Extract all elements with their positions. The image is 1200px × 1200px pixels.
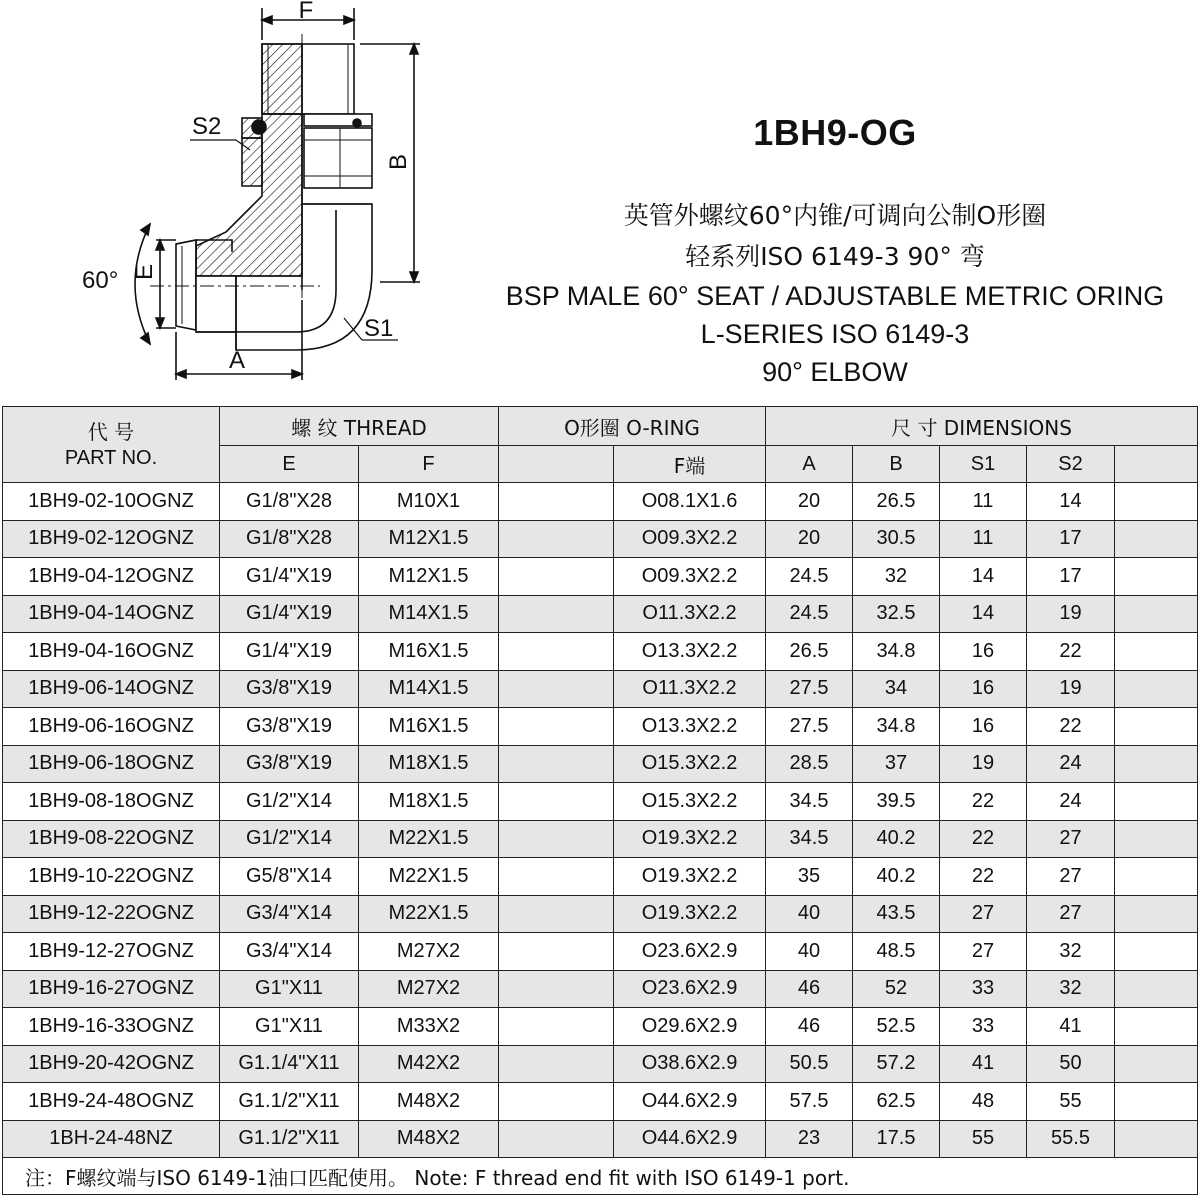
cell-extra-blank bbox=[1115, 970, 1198, 1008]
cell-thread-e: G1/2"X14 bbox=[220, 820, 359, 858]
cell-dim-s2: 55.5 bbox=[1027, 1120, 1115, 1158]
description-en-1: BSP MALE 60° SEAT / ADJUSTABLE METRIC ORING bbox=[505, 281, 1165, 311]
cell-oring-f-end: O44.6X2.9 bbox=[614, 1120, 766, 1158]
cell-thread-e: G5/8"X14 bbox=[220, 858, 359, 896]
cell-thread-f: M27X2 bbox=[359, 933, 499, 971]
header-part-no bbox=[3, 407, 220, 483]
table-row bbox=[3, 520, 1198, 558]
cell-dim-b: 32 bbox=[853, 558, 940, 596]
cell-dim-s2: 17 bbox=[1027, 558, 1115, 596]
cell-oring-f-end: O23.6X2.9 bbox=[614, 970, 766, 1008]
table-row bbox=[3, 670, 1198, 708]
cell-dim-s1: 16 bbox=[940, 708, 1027, 746]
cell-oring-blank bbox=[499, 558, 614, 596]
table-row bbox=[3, 858, 1198, 896]
cell-thread-e: G1/4"X19 bbox=[220, 595, 359, 633]
table-row bbox=[3, 970, 1198, 1008]
cell-extra-blank bbox=[1115, 1120, 1198, 1158]
cell-dim-b: 17.5 bbox=[853, 1120, 940, 1158]
cell-dim-b: 34.8 bbox=[853, 633, 940, 671]
cell-thread-f: M18X1.5 bbox=[359, 745, 499, 783]
cell-dim-b: 52 bbox=[853, 970, 940, 1008]
fitting-drawing bbox=[0, 0, 470, 400]
cell-part-no: 1BH9-24-48OGNZ bbox=[3, 1083, 220, 1121]
cell-oring-blank bbox=[499, 1008, 614, 1046]
header-oring: O形圈 O-RING bbox=[499, 407, 766, 446]
cell-dim-a: 57.5 bbox=[766, 1083, 853, 1121]
cell-oring-f-end: O13.3X2.2 bbox=[614, 708, 766, 746]
cell-dim-s1: 14 bbox=[940, 595, 1027, 633]
cell-extra-blank bbox=[1115, 708, 1198, 746]
cell-oring-blank bbox=[499, 858, 614, 896]
cell-dim-s1: 22 bbox=[940, 783, 1027, 821]
cell-extra-blank bbox=[1115, 933, 1198, 971]
cell-dim-b: 62.5 bbox=[853, 1083, 940, 1121]
cell-dim-a: 40 bbox=[766, 895, 853, 933]
cell-dim-b: 40.2 bbox=[853, 858, 940, 896]
cell-oring-blank bbox=[499, 520, 614, 558]
cell-extra-blank bbox=[1115, 670, 1198, 708]
cell-thread-f: M12X1.5 bbox=[359, 520, 499, 558]
table-row bbox=[3, 633, 1198, 671]
cell-thread-e: G1.1/2"X11 bbox=[220, 1083, 359, 1121]
label-angle: 60° bbox=[82, 267, 119, 294]
cell-thread-f: M14X1.5 bbox=[359, 595, 499, 633]
cell-extra-blank bbox=[1115, 633, 1198, 671]
cell-dim-a: 20 bbox=[766, 483, 853, 521]
cell-extra-blank bbox=[1115, 520, 1198, 558]
cell-dim-b: 52.5 bbox=[853, 1008, 940, 1046]
cell-oring-f-end: O19.3X2.2 bbox=[614, 895, 766, 933]
spec-table-body bbox=[3, 483, 1198, 1158]
header-a: A bbox=[766, 446, 853, 483]
cell-dim-a: 24.5 bbox=[766, 595, 853, 633]
cell-dim-s1: 19 bbox=[940, 745, 1027, 783]
cell-dim-a: 20 bbox=[766, 520, 853, 558]
cell-dim-s2: 19 bbox=[1027, 670, 1115, 708]
cell-oring-blank bbox=[499, 708, 614, 746]
table-row bbox=[3, 933, 1198, 971]
cell-part-no: 1BH-24-48NZ bbox=[3, 1120, 220, 1158]
description-cn-2: 轻系列ISO 6149-3 90° 弯 bbox=[685, 242, 985, 271]
cell-dim-a: 23 bbox=[766, 1120, 853, 1158]
cell-part-no: 1BH9-08-22OGNZ bbox=[3, 820, 220, 858]
cell-dim-s2: 27 bbox=[1027, 895, 1115, 933]
cell-part-no: 1BH9-04-14OGNZ bbox=[3, 595, 220, 633]
cell-dim-s2: 22 bbox=[1027, 708, 1115, 746]
cell-dim-b: 57.2 bbox=[853, 1045, 940, 1083]
cell-thread-f: M14X1.5 bbox=[359, 670, 499, 708]
header-extra-blank bbox=[1115, 446, 1198, 483]
cell-dim-a: 34.5 bbox=[766, 783, 853, 821]
cell-thread-e: G3/4"X14 bbox=[220, 933, 359, 971]
cell-dim-s1: 16 bbox=[940, 633, 1027, 671]
cell-part-no: 1BH9-06-16OGNZ bbox=[3, 708, 220, 746]
table-note: 注：F螺纹端与ISO 6149-1油口匹配使用。 Note: F thread end fit with ISO 6149-1 port. bbox=[3, 1158, 1198, 1195]
cell-thread-e: G1/8"X28 bbox=[220, 483, 359, 521]
cell-dim-b: 26.5 bbox=[853, 483, 940, 521]
cell-thread-f: M33X2 bbox=[359, 1008, 499, 1046]
header-part-cn: 代 号 bbox=[87, 419, 135, 444]
cell-thread-e: G1.1/4"X11 bbox=[220, 1045, 359, 1083]
cell-oring-blank bbox=[499, 970, 614, 1008]
header-s2: S2 bbox=[1027, 446, 1115, 483]
description-cn-1: 英管外螺纹60°内锥/可调向公制O形圈 bbox=[623, 201, 1047, 230]
table-row bbox=[3, 820, 1198, 858]
cell-thread-f: M16X1.5 bbox=[359, 708, 499, 746]
cell-dim-s1: 48 bbox=[940, 1083, 1027, 1121]
cell-thread-e: G3/4"X14 bbox=[220, 895, 359, 933]
table-row bbox=[3, 483, 1198, 521]
cell-dim-b: 30.5 bbox=[853, 520, 940, 558]
cell-dim-a: 24.5 bbox=[766, 558, 853, 596]
cell-extra-blank bbox=[1115, 783, 1198, 821]
cell-thread-e: G1"X11 bbox=[220, 1008, 359, 1046]
cell-oring-blank bbox=[499, 820, 614, 858]
cell-dim-b: 39.5 bbox=[853, 783, 940, 821]
cell-dim-s1: 27 bbox=[940, 895, 1027, 933]
header-oring-blank bbox=[499, 446, 614, 483]
description-en-2: L-SERIES ISO 6149-3 bbox=[700, 319, 970, 349]
label-f: F bbox=[298, 0, 314, 24]
cell-thread-f: M22X1.5 bbox=[359, 820, 499, 858]
header-thread: 螺 纹 THREAD bbox=[220, 407, 499, 446]
cell-oring-f-end: O13.3X2.2 bbox=[614, 633, 766, 671]
header-s1: S1 bbox=[940, 446, 1027, 483]
cell-thread-e: G1/8"X28 bbox=[220, 520, 359, 558]
label-b: B bbox=[385, 153, 412, 171]
cell-dim-s1: 16 bbox=[940, 670, 1027, 708]
label-s2: S2 bbox=[192, 113, 222, 140]
header-e: E bbox=[220, 446, 359, 483]
cell-extra-blank bbox=[1115, 595, 1198, 633]
cell-extra-blank bbox=[1115, 858, 1198, 896]
cell-oring-f-end: O44.6X2.9 bbox=[614, 1083, 766, 1121]
cell-extra-blank bbox=[1115, 1083, 1198, 1121]
cell-dim-a: 26.5 bbox=[766, 633, 853, 671]
cell-dim-s1: 11 bbox=[940, 520, 1027, 558]
cell-oring-f-end: O23.6X2.9 bbox=[614, 933, 766, 971]
cell-oring-f-end: O38.6X2.9 bbox=[614, 1045, 766, 1083]
cell-dim-s2: 19 bbox=[1027, 595, 1115, 633]
table-row bbox=[3, 595, 1198, 633]
cell-extra-blank bbox=[1115, 558, 1198, 596]
cell-thread-f: M22X1.5 bbox=[359, 895, 499, 933]
cell-dim-b: 34.8 bbox=[853, 708, 940, 746]
label-s1: S1 bbox=[364, 315, 394, 342]
cell-oring-blank bbox=[499, 745, 614, 783]
table-row bbox=[3, 1008, 1198, 1046]
cell-dim-s2: 14 bbox=[1027, 483, 1115, 521]
cell-thread-e: G1/2"X14 bbox=[220, 783, 359, 821]
cell-oring-blank bbox=[499, 933, 614, 971]
description-en-3: 90° ELBOW bbox=[762, 357, 908, 387]
cell-dim-s2: 17 bbox=[1027, 520, 1115, 558]
cell-oring-blank bbox=[499, 1120, 614, 1158]
cell-dim-b: 32.5 bbox=[853, 595, 940, 633]
label-e: E bbox=[131, 263, 158, 281]
cell-oring-blank bbox=[499, 1045, 614, 1083]
cell-thread-f: M22X1.5 bbox=[359, 858, 499, 896]
cell-part-no: 1BH9-04-16OGNZ bbox=[3, 633, 220, 671]
cell-dim-s2: 50 bbox=[1027, 1045, 1115, 1083]
cell-thread-f: M48X2 bbox=[359, 1083, 499, 1121]
cell-dim-s2: 32 bbox=[1027, 933, 1115, 971]
cell-thread-e: G3/8"X19 bbox=[220, 708, 359, 746]
cell-dim-a: 46 bbox=[766, 970, 853, 1008]
cell-oring-blank bbox=[499, 783, 614, 821]
cell-dim-s2: 41 bbox=[1027, 1008, 1115, 1046]
cell-part-no: 1BH9-02-12OGNZ bbox=[3, 520, 220, 558]
cell-thread-f: M42X2 bbox=[359, 1045, 499, 1083]
cell-dim-s2: 24 bbox=[1027, 745, 1115, 783]
cell-dim-a: 28.5 bbox=[766, 745, 853, 783]
cell-extra-blank bbox=[1115, 483, 1198, 521]
header-f-end: F端 bbox=[614, 446, 766, 483]
cell-dim-s1: 22 bbox=[940, 858, 1027, 896]
cell-part-no: 1BH9-06-14OGNZ bbox=[3, 670, 220, 708]
cell-extra-blank bbox=[1115, 820, 1198, 858]
cell-oring-f-end: O11.3X2.2 bbox=[614, 670, 766, 708]
cell-extra-blank bbox=[1115, 895, 1198, 933]
cell-thread-f: M10X1 bbox=[359, 483, 499, 521]
cell-part-no: 1BH9-10-22OGNZ bbox=[3, 858, 220, 896]
cell-dim-s2: 32 bbox=[1027, 970, 1115, 1008]
cell-dim-s2: 55 bbox=[1027, 1083, 1115, 1121]
model-title: 1BH9-OG bbox=[753, 112, 917, 153]
table-row bbox=[3, 895, 1198, 933]
cell-dim-s1: 14 bbox=[940, 558, 1027, 596]
cell-dim-s1: 22 bbox=[940, 820, 1027, 858]
cell-thread-f: M12X1.5 bbox=[359, 558, 499, 596]
header-b: B bbox=[853, 446, 940, 483]
cell-part-no: 1BH9-04-12OGNZ bbox=[3, 558, 220, 596]
cell-oring-f-end: O15.3X2.2 bbox=[614, 745, 766, 783]
header-part-en: PART NO. bbox=[64, 446, 158, 469]
cell-oring-blank bbox=[499, 670, 614, 708]
table-row bbox=[3, 1083, 1198, 1121]
cell-dim-s2: 24 bbox=[1027, 783, 1115, 821]
cell-thread-f: M27X2 bbox=[359, 970, 499, 1008]
table-row bbox=[3, 783, 1198, 821]
cell-dim-s1: 41 bbox=[940, 1045, 1027, 1083]
cell-dim-b: 34 bbox=[853, 670, 940, 708]
cell-thread-e: G1"X11 bbox=[220, 970, 359, 1008]
table-row bbox=[3, 558, 1198, 596]
cell-oring-blank bbox=[499, 483, 614, 521]
cell-part-no: 1BH9-16-27OGNZ bbox=[3, 970, 220, 1008]
cell-dim-a: 35 bbox=[766, 858, 853, 896]
cell-oring-f-end: O29.6X2.9 bbox=[614, 1008, 766, 1046]
cell-dim-a: 46 bbox=[766, 1008, 853, 1046]
cell-dim-s1: 33 bbox=[940, 970, 1027, 1008]
cell-thread-f: M18X1.5 bbox=[359, 783, 499, 821]
cell-dim-a: 40 bbox=[766, 933, 853, 971]
cell-dim-s2: 27 bbox=[1027, 858, 1115, 896]
cell-dim-s1: 11 bbox=[940, 483, 1027, 521]
table-row bbox=[3, 1045, 1198, 1083]
table-row bbox=[3, 1120, 1198, 1158]
cell-dim-a: 27.5 bbox=[766, 670, 853, 708]
cell-part-no: 1BH9-12-27OGNZ bbox=[3, 933, 220, 971]
cell-oring-f-end: O15.3X2.2 bbox=[614, 783, 766, 821]
header-f: F bbox=[359, 446, 499, 483]
cell-oring-blank bbox=[499, 595, 614, 633]
cell-oring-f-end: O19.3X2.2 bbox=[614, 820, 766, 858]
cell-dim-b: 40.2 bbox=[853, 820, 940, 858]
cell-dim-s2: 27 bbox=[1027, 820, 1115, 858]
cell-oring-blank bbox=[499, 633, 614, 671]
cell-extra-blank bbox=[1115, 1008, 1198, 1046]
cell-dim-b: 48.5 bbox=[853, 933, 940, 971]
cell-dim-a: 34.5 bbox=[766, 820, 853, 858]
cell-dim-b: 37 bbox=[853, 745, 940, 783]
cell-thread-f: M48X2 bbox=[359, 1120, 499, 1158]
cell-oring-f-end: O09.3X2.2 bbox=[614, 558, 766, 596]
cell-part-no: 1BH9-12-22OGNZ bbox=[3, 895, 220, 933]
cell-dim-a: 27.5 bbox=[766, 708, 853, 746]
cell-oring-f-end: O09.3X2.2 bbox=[614, 520, 766, 558]
cell-extra-blank bbox=[1115, 1045, 1198, 1083]
cell-part-no: 1BH9-02-10OGNZ bbox=[3, 483, 220, 521]
cell-dim-s1: 33 bbox=[940, 1008, 1027, 1046]
cell-thread-f: M16X1.5 bbox=[359, 633, 499, 671]
spec-table bbox=[2, 406, 1198, 1195]
cell-oring-f-end: O08.1X1.6 bbox=[614, 483, 766, 521]
cell-oring-blank bbox=[499, 895, 614, 933]
header-dimensions: 尺 寸 DIMENSIONS bbox=[766, 407, 1198, 446]
table-row bbox=[3, 708, 1198, 746]
title-block bbox=[470, 0, 1200, 400]
cell-dim-b: 43.5 bbox=[853, 895, 940, 933]
cell-part-no: 1BH9-20-42OGNZ bbox=[3, 1045, 220, 1083]
table-row bbox=[3, 745, 1198, 783]
cell-thread-e: G3/8"X19 bbox=[220, 670, 359, 708]
cell-oring-f-end: O19.3X2.2 bbox=[614, 858, 766, 896]
cell-dim-s2: 22 bbox=[1027, 633, 1115, 671]
cell-thread-e: G1/4"X19 bbox=[220, 558, 359, 596]
cell-oring-blank bbox=[499, 1083, 614, 1121]
cell-thread-e: G1/4"X19 bbox=[220, 633, 359, 671]
cell-thread-e: G3/8"X19 bbox=[220, 745, 359, 783]
cell-dim-s1: 27 bbox=[940, 933, 1027, 971]
cell-thread-e: G1.1/2"X11 bbox=[220, 1120, 359, 1158]
cell-dim-a: 50.5 bbox=[766, 1045, 853, 1083]
cell-dim-s1: 55 bbox=[940, 1120, 1027, 1158]
cell-oring-f-end: O11.3X2.2 bbox=[614, 595, 766, 633]
label-a: A bbox=[228, 347, 246, 374]
cell-extra-blank bbox=[1115, 745, 1198, 783]
cell-part-no: 1BH9-06-18OGNZ bbox=[3, 745, 220, 783]
cell-part-no: 1BH9-16-33OGNZ bbox=[3, 1008, 220, 1046]
cell-part-no: 1BH9-08-18OGNZ bbox=[3, 783, 220, 821]
